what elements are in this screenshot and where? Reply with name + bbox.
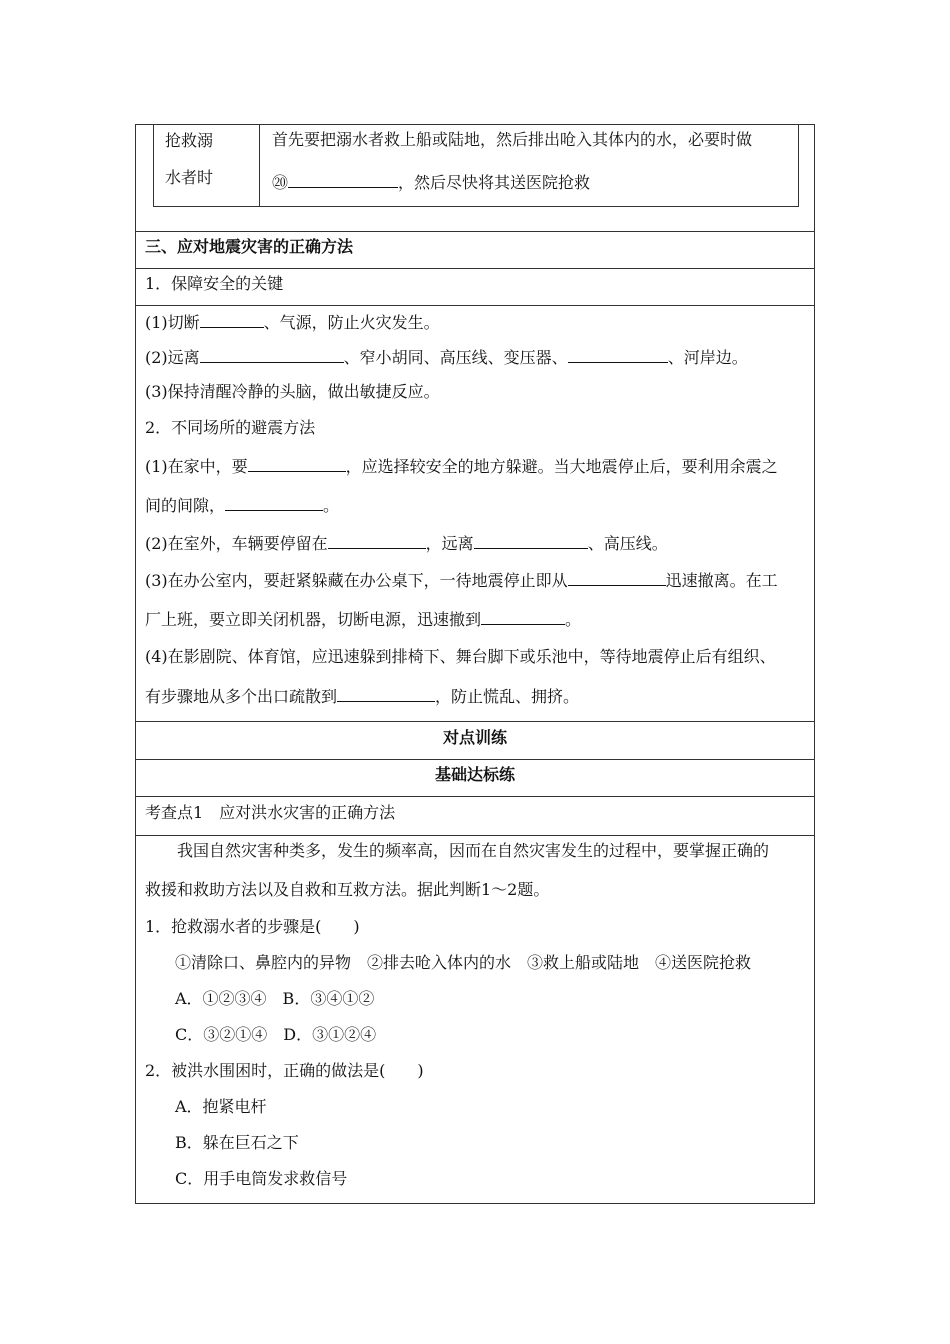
section3-sub2: 2．不同场所的避震方法 [145, 418, 316, 437]
text: ，远离 [425, 534, 474, 553]
row-divider [136, 305, 814, 306]
text: 、河岸边。 [667, 348, 748, 367]
text: (1)在家中，要 [145, 457, 248, 476]
text: 。 [565, 610, 582, 629]
rescue-table [153, 125, 799, 207]
q2-option-a: A．抱紧电杆 [175, 1097, 267, 1116]
circled-number-20: ⑳ [272, 173, 289, 192]
text: 迅速撤离。在工 [665, 571, 778, 590]
text: (2)远离 [145, 348, 200, 367]
section3-sub1: 1．保障安全的关键 [145, 274, 284, 293]
row-divider [136, 231, 814, 232]
fill-blank [248, 456, 346, 472]
row-divider [136, 835, 814, 836]
text: 厂上班，要立即关闭机器，切断电源，迅速撤到 [145, 610, 482, 629]
q2-option-c: C．用手电筒发求救信号 [175, 1169, 348, 1188]
text: (2)在室外，车辆要停留在 [145, 534, 328, 553]
q1-options-ab: A．①②③④ B．③④①② [175, 989, 375, 1008]
text: 有步骤地从多个出口疏散到 [145, 687, 338, 706]
text: ，防止慌乱、拥挤。 [435, 687, 580, 706]
rescue-content-line1: 首先要把溺水者救上船或陆地，然后排出呛入其体内的水，必要时做 [272, 130, 753, 149]
fill-blank [568, 347, 668, 363]
fill-blank [200, 347, 344, 363]
row-divider [136, 796, 814, 797]
training-subtitle: 基础达标练 [434, 765, 515, 784]
safety-item3: (3)保持清醒冷静的头脑，做出敏捷反应。 [145, 382, 440, 401]
question-1: 1．抢救溺水者的步骤是( ) [145, 917, 360, 936]
text: 、气源，防止火灾发生。 [263, 313, 440, 332]
fill-blank [200, 312, 264, 328]
rescue-content-suffix: ，然后尽快将其送医院抢救 [398, 173, 591, 192]
intro-line2: 救援和救助方法以及自救和互救方法。据此判断1～2题。 [145, 880, 550, 899]
fill-blank [225, 495, 323, 511]
text: (3)在办公室内，要赶紧躲藏在办公桌下，一待地震停止即从 [145, 571, 568, 590]
exam-point1: 考查点1 应对洪水灾害的正确方法 [145, 803, 396, 822]
row-divider [136, 721, 814, 722]
home-line2 [145, 495, 339, 516]
fill-blank [328, 533, 426, 549]
column-divider [259, 125, 260, 206]
main-table [135, 124, 815, 1204]
fill-blank [568, 570, 666, 586]
section3-title: 三、应对地震灾害的正确方法 [145, 237, 354, 256]
rescue-label-line2: 水者时 [165, 168, 214, 187]
q2-option-b: B．躲在巨石之下 [175, 1133, 299, 1152]
safety-item1 [145, 312, 440, 333]
text: ，应选择较安全的地方躲避。当大地震停止后，要利用余震之 [345, 457, 778, 476]
home-line1 [145, 456, 778, 477]
cinema-line2 [145, 686, 579, 707]
office-line1 [145, 570, 778, 591]
office-line2 [145, 609, 581, 630]
row-divider [136, 759, 814, 760]
text: (1)切断 [145, 313, 200, 332]
outdoor-line [145, 533, 668, 554]
fill-blank [481, 609, 565, 625]
rescue-label-line1: 抢救溺 [165, 131, 214, 150]
text: 、高压线。 [587, 534, 668, 553]
text: 、窄小胡同、高压线、变压器、 [343, 348, 568, 367]
fill-blank [288, 172, 398, 188]
training-title: 对点训练 [442, 728, 507, 747]
q1-items: ①清除口、鼻腔内的异物 ②排去呛入体内的水 ③救上船或陆地 ④送医院抢救 [175, 953, 752, 972]
fill-blank [474, 533, 588, 549]
rescue-content-line2 [272, 172, 590, 193]
question-2: 2．被洪水围困时，正确的做法是( ) [145, 1061, 424, 1080]
text: 间的间隙， [145, 496, 226, 515]
safety-item2 [145, 347, 748, 368]
fill-blank [337, 686, 435, 702]
row-divider [136, 268, 814, 269]
q1-options-cd: C．③②①④ D．③①②④ [175, 1025, 377, 1044]
cinema-line1: (4)在影剧院、体育馆，应迅速躲到排椅下、舞台脚下或乐池中，等待地震停止后有组织、 [145, 647, 776, 666]
text: 。 [323, 496, 340, 515]
intro-line1: 我国自然灾害种类多，发生的频率高，因而在自然灾害发生的过程中，要掌握正确的 [177, 841, 770, 860]
